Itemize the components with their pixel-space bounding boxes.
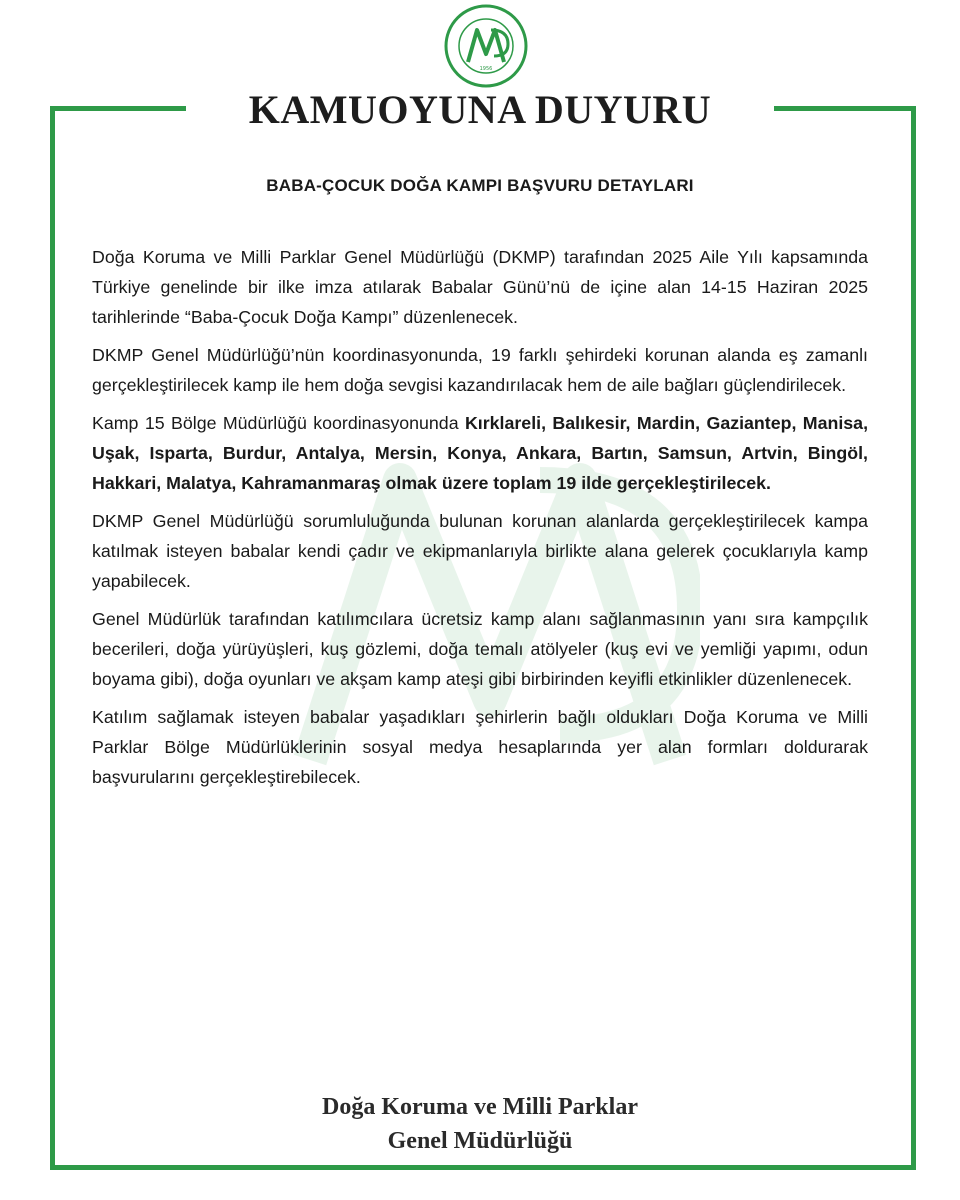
paragraph-4: DKMP Genel Müdürlüğü sorumluluğunda bulunan korunan alanlarda gerçekleştirilecek kampa katılmak isteyen babalar kendi çadır ve ekipmanlarıyla birlikte alana gelerek çocuklarıyla kamp yapabilecek. <box>92 511 868 591</box>
paragraph-5: Genel Müdürlük tarafından katılımcılara ücretsiz kamp alanı sağlanmasının yanı sıra kampçılık becerileri, doğa yürüyüşleri, kuş gözlemi, doğa temalı atölyeler (kuş evi ve yemliği yapımı, odun boyama gibi), doğa oyunları ve akşam kamp ateşi gibi birbirinden keyifli etkinlikler düzenlenecek. <box>92 609 868 689</box>
dkmp-logo <box>444 4 528 88</box>
paragraph-3 <box>92 408 868 498</box>
announcement-body <box>92 176 868 800</box>
paragraph-1: Doğa Koruma ve Milli Parklar Genel Müdürlüğü (DKMP) tarafından 2025 Aile Yılı kapsamında Türkiye genelinde bir ilke imza atılarak Babalar Günü’nü de içine alan 14-15 Haziran 2025 tarihlerinde “Baba-Çocuk Doğa Kampı” düzenlenecek. <box>92 247 868 327</box>
page-title: KAMUOYUNA DUYURU <box>248 87 712 132</box>
subtitle: BABA-ÇOCUK DOĞA KAMPI BAŞVURU DETAYLARI <box>266 176 694 195</box>
paragraph-3-intro: Kamp 15 Bölge Müdürlüğü koordinasyonunda <box>92 413 465 433</box>
paragraph-3-cities: Kırklareli, Balıkesir, Mardin, Gaziantep, Manisa, Uşak, Isparta, Burdur, Antalya, Mersin, Konya, Ankara, Bartın, Samsun, Artvin, Bingöl, Hakkari, Malatya, Kahramanmaraş olmak üzere toplam 19 ilde gerçekleştirilecek. <box>92 413 869 493</box>
paragraph-6: Katılım sağlamak isteyen babalar yaşadıkları şehirlerin bağlı oldukları Doğa Koruma ve Milli Parklar Bölge Müdürlüklerinin sosyal medya hesaplarında yer alan formları doldurarak başvurularını gerçekleştirebilecek. <box>92 707 868 787</box>
signature-line-2: Genel Müdürlüğü <box>387 1128 573 1154</box>
signature-line-1: Doğa Koruma ve Milli Parklar <box>322 1094 638 1120</box>
signature <box>0 1090 960 1158</box>
logo-year: 1956 <box>479 66 493 72</box>
paragraph-2: DKMP Genel Müdürlüğü’nün koordinasyonunda, 19 farklı şehirdeki korunan alanda eş zamanlı gerçekleştirilecek kamp ile hem doğa sevgisi kazandırılacak hem de aile bağları güçlendirilecek. <box>92 345 868 395</box>
